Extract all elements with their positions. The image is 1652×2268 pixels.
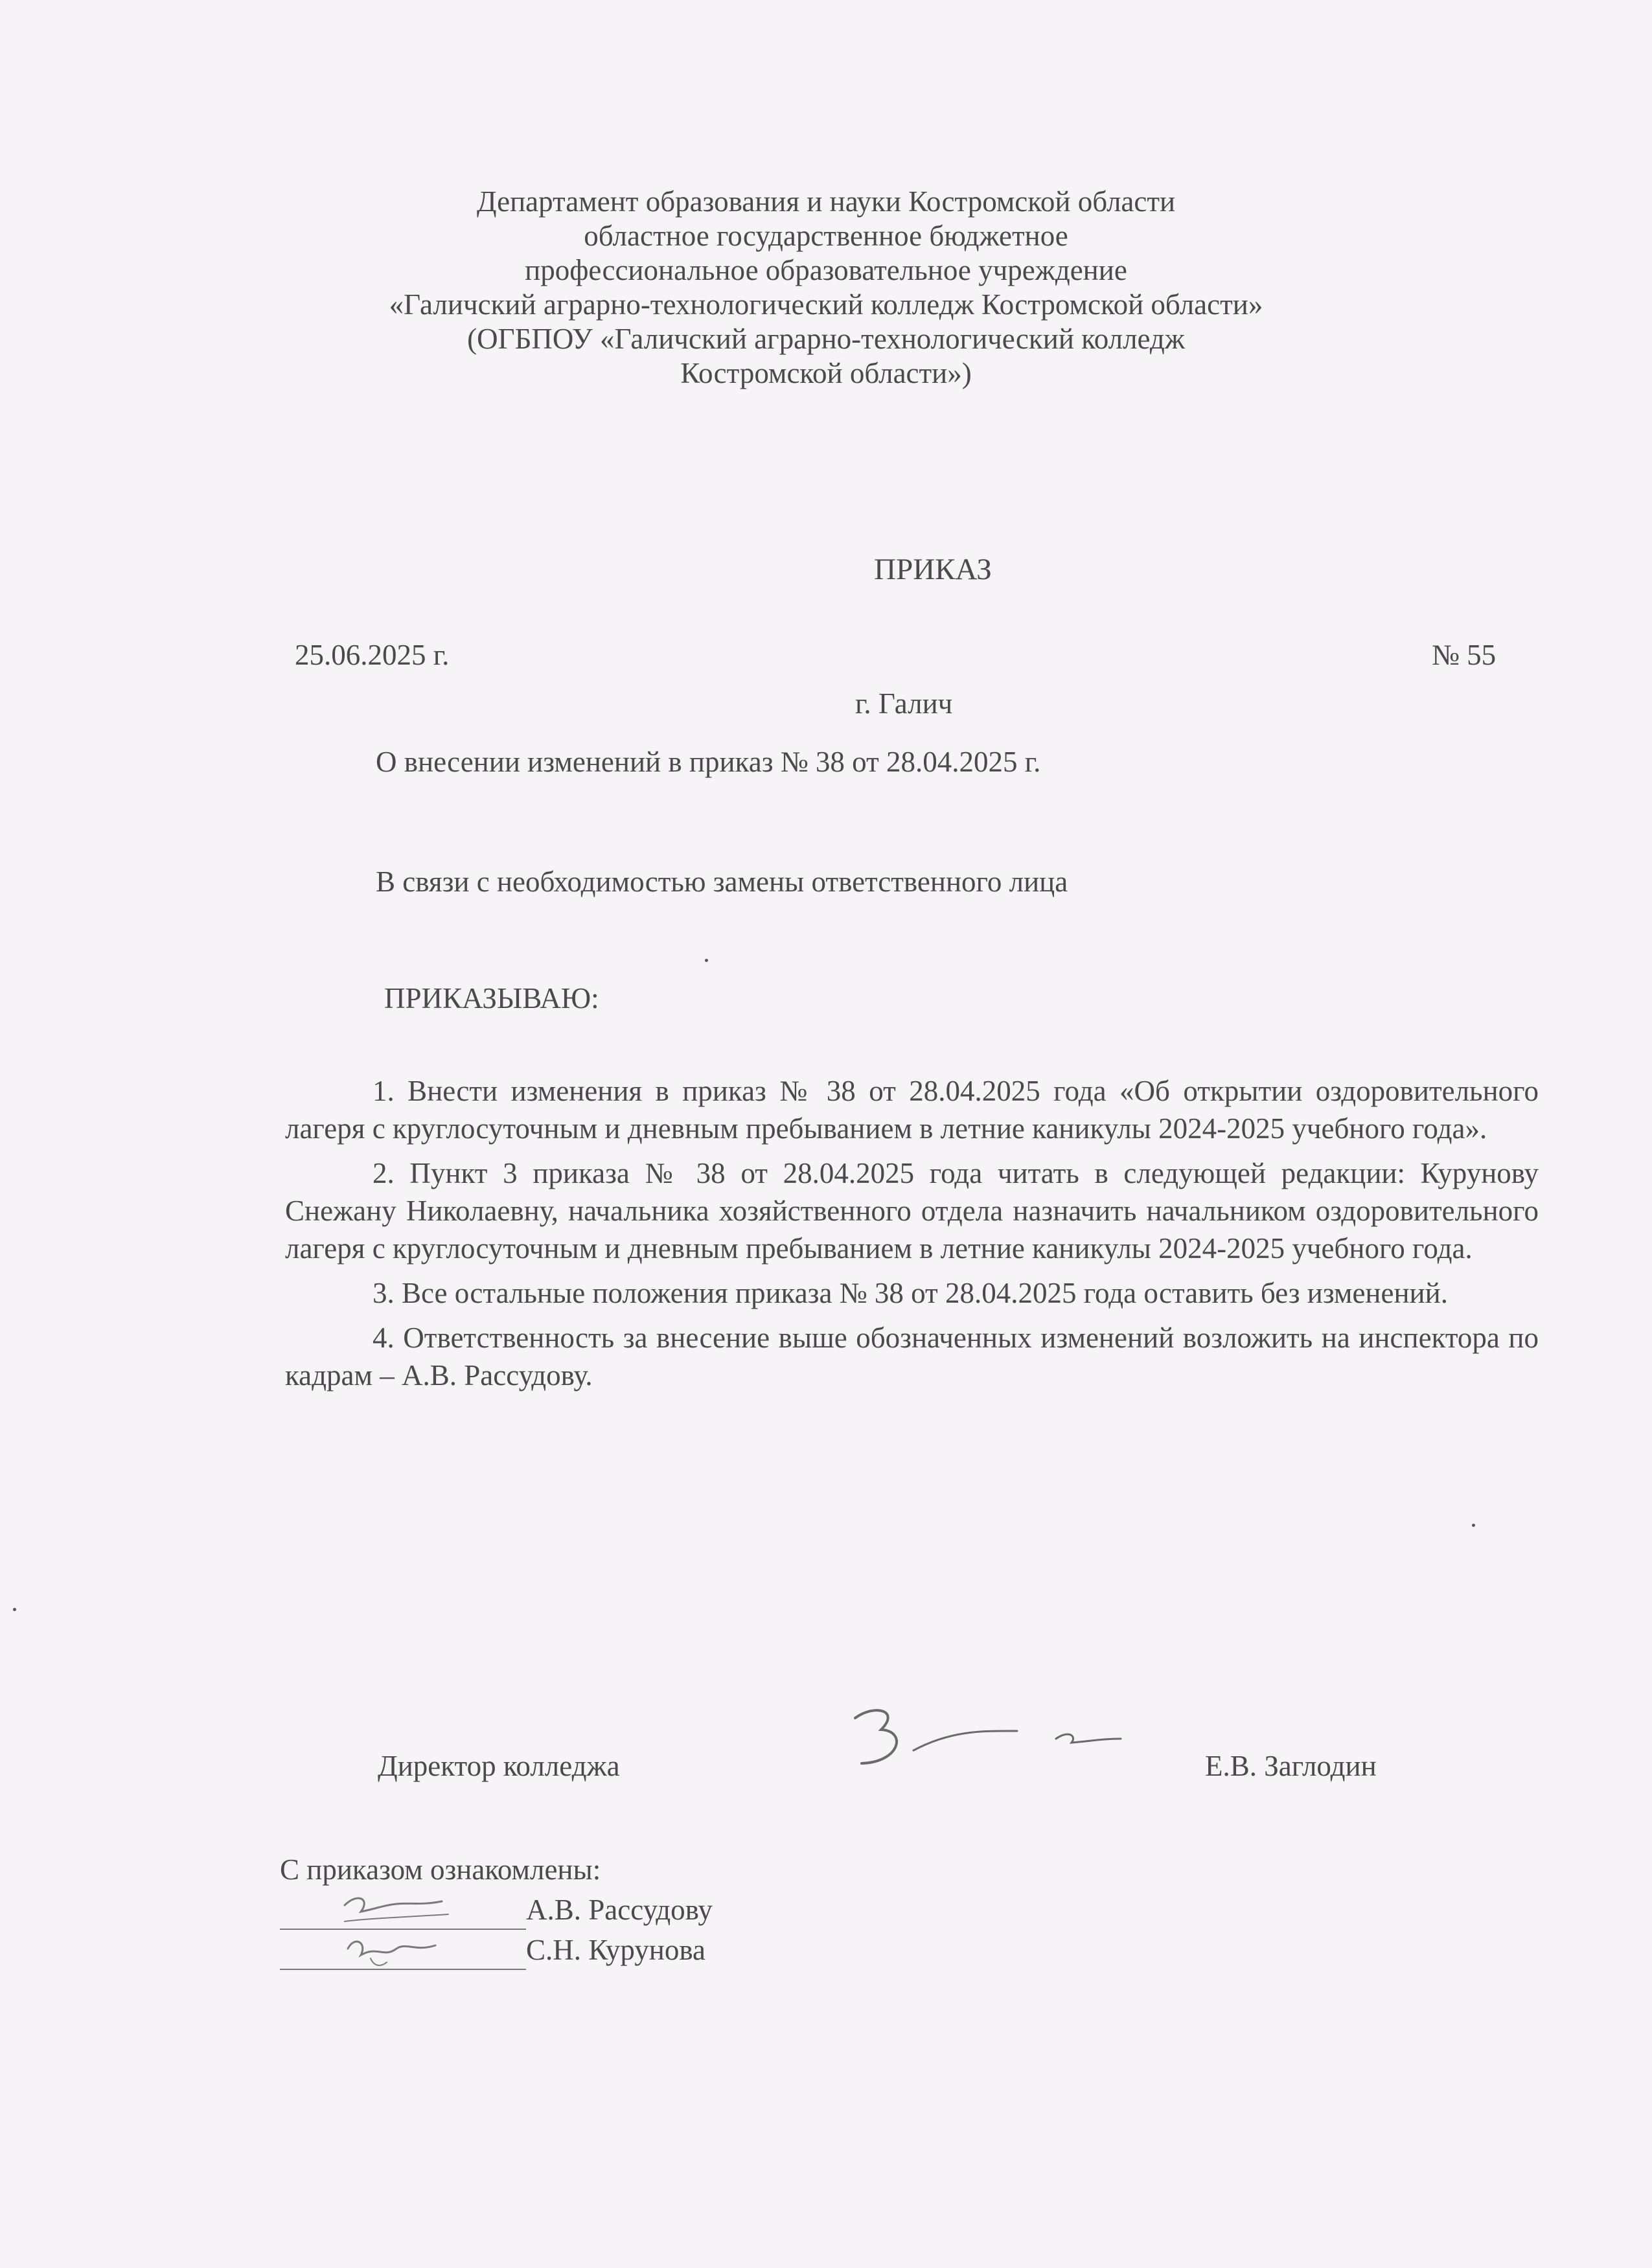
document-title: ПРИКАЗ (874, 553, 992, 586)
order-items (285, 1072, 1539, 1401)
acknowledgement-row (280, 1890, 713, 1930)
letterhead (0, 185, 1652, 391)
header-org-kind: профессиональное образовательное учреждение (525, 254, 1127, 286)
header-department: Департамент образования и науки Костромской области (476, 185, 1176, 218)
scan-speck (705, 959, 708, 962)
header-org-name: «Галичский аграрно-технологический колледж Костромской области» (389, 288, 1263, 321)
director-name: Е.В. Заглодин (1205, 1750, 1377, 1782)
scan-speck (13, 1608, 16, 1611)
order-item-3: 3. Все остальные положения приказа № 38 от 28.04.2025 года оставить без изменений. (373, 1277, 1448, 1309)
order-subject: О внесении изменений в приказ № 38 от 28.04.2025 г. (376, 746, 1041, 778)
order-item-2: 2. Пункт 3 приказа № 38 от 28.04.2025 года читать в следующей редакции: Курунову Снежану Николаевну, начальника хозяйственного отдела назначить начальником оздоровительного лагеря с круглосуточным и дневным пребыванием в летние каникулы 2024-2025 учебного года. (285, 1157, 1539, 1265)
order-number: № 55 (1432, 639, 1497, 671)
order-preamble: В связи с необходимостью замены ответственного лица (376, 865, 1068, 898)
signature-kurunova-icon (332, 1926, 461, 1971)
scan-speck (1472, 1524, 1475, 1527)
signature-rassudova-icon (332, 1886, 461, 1931)
header-org-short-1: (ОГБПОУ «Галичский аграрно-технологический колледж (467, 323, 1185, 355)
director-signature-icon (836, 1691, 1173, 1788)
acknowledgement-heading: С приказом ознакомлены: (280, 1853, 601, 1886)
order-command: ПРИКАЗЫВАЮ: (384, 982, 599, 1014)
signature-line (280, 1897, 526, 1930)
acknowledgement-row (280, 1930, 713, 1970)
acknowledged-person: А.В. Рассудову (526, 1894, 713, 1926)
signature-line (280, 1938, 526, 1970)
acknowledged-person: С.Н. Курунова (526, 1934, 706, 1966)
order-date: 25.06.2025 г. (295, 639, 450, 671)
order-item-1: 1. Внести изменения в приказ № 38 от 28.04.2025 года «Об открытии оздоровительного лагеря с круглосуточным и дневным пребыванием в летние каникулы 2024-2025 учебного года». (285, 1075, 1539, 1145)
header-org-short-2: Костромской области») (680, 357, 972, 389)
acknowledgement-block (280, 1850, 713, 1970)
order-item-4: 4. Ответственность за внесение выше обозначенных изменений возложить на инспектора по кадрам – А.В. Рассудову. (285, 1322, 1539, 1392)
header-org-type: областное государственное бюджетное (584, 220, 1068, 252)
order-city: г. Галич (855, 687, 953, 720)
director-title: Директор колледжа (378, 1750, 620, 1782)
